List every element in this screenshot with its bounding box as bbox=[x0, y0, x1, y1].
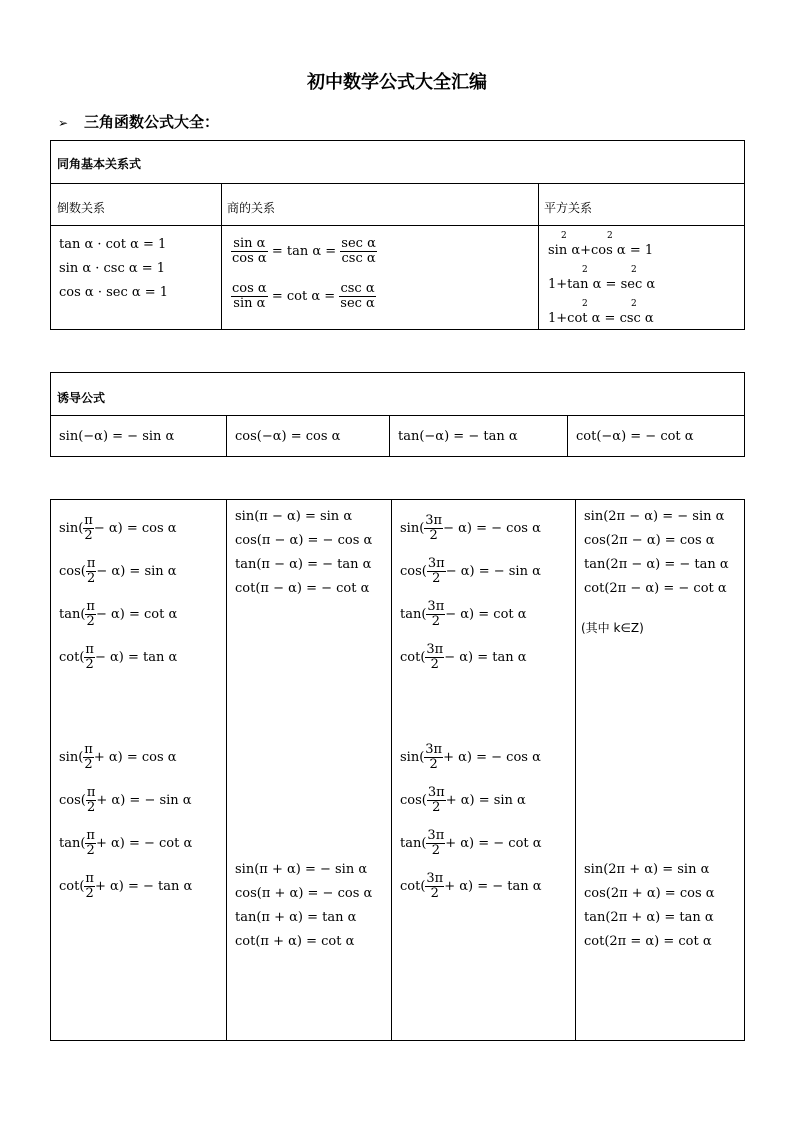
formula: tan(π + α) = tan α bbox=[235, 910, 357, 925]
arrow-bullet-icon: ➢ bbox=[58, 116, 69, 130]
table-induction-formulas bbox=[50, 499, 745, 1041]
col-square: 平方关系 bbox=[544, 201, 593, 215]
formula: cos( $\frac{3\pi}{2}$ + α) = sin α bbox=[400, 785, 526, 815]
formula: cot(−α) = − cot α bbox=[576, 429, 694, 444]
formula: cot(2π = α) = cot α bbox=[584, 934, 712, 949]
formula: tan α · cot α = 1 bbox=[59, 237, 167, 252]
col-quotient: 商的关系 bbox=[227, 201, 276, 215]
formula: 1+cot α = csc α bbox=[548, 311, 654, 326]
section-heading bbox=[58, 111, 219, 132]
page-title: 初中数学公式大全汇编 bbox=[307, 72, 487, 93]
formula: cos(2π + α) = cos α bbox=[584, 886, 715, 901]
formula: sin α+cos α = 1 bbox=[548, 243, 654, 258]
formula: sin( $\frac{\pi}{2}$ + α) = cos α bbox=[59, 742, 177, 772]
formula: tan(π − α) = − tan α bbox=[235, 557, 372, 572]
formula: 1+tan α = sec α bbox=[548, 277, 656, 292]
formula: tan( $\frac{\pi}{2}$ + α) = − cot α bbox=[59, 828, 193, 858]
formula: $\frac{\text{sin α}}{\text{cos α}}$ = tan α = $\frac{\text{sec α}}{\text{csc α}}$ bbox=[232, 236, 376, 266]
formula: tan( $\frac{3\pi}{2}$ − α) = cot α bbox=[400, 599, 527, 629]
formula: cot( $\frac{\pi}{2}$ − α) = tan α bbox=[59, 642, 178, 672]
formula: cos(2π − α) = cos α bbox=[584, 533, 715, 548]
section-label: 三角函数公式大全： bbox=[84, 113, 220, 131]
formula: sin( $\frac{\pi}{2}$ − α) = cos α bbox=[59, 513, 177, 543]
formula: cos( $\frac{\pi}{2}$ + α) = − sin α bbox=[59, 785, 192, 815]
note-k-integer: (其中 k∈Z) bbox=[581, 621, 644, 635]
formula: cot( $\frac{3\pi}{2}$ + α) = − tan α bbox=[400, 871, 542, 901]
formula: cos( $\frac{3\pi}{2}$ − α) = − sin α bbox=[400, 556, 541, 586]
formula: cos(π − α) = − cos α bbox=[235, 533, 373, 548]
formula: cot( $\frac{3\pi}{2}$ − α) = tan α bbox=[400, 642, 527, 672]
formula: cot(2π − α) = − cot α bbox=[584, 581, 727, 596]
formula: cos(−α) = cos α bbox=[235, 429, 341, 444]
formula: sin(2π − α) = − sin α bbox=[584, 509, 725, 524]
table-header: 诱导公式 bbox=[57, 391, 106, 405]
formula: sin(π − α) = sin α bbox=[235, 509, 353, 524]
formula: cot(π + α) = cot α bbox=[235, 934, 355, 949]
col-reciprocal: 倒数关系 bbox=[57, 201, 106, 215]
formula: cos( $\frac{\pi}{2}$ − α) = sin α bbox=[59, 556, 177, 586]
formula: sin( $\frac{3\pi}{2}$ + α) = − cos α bbox=[400, 742, 541, 772]
table-induction-negative bbox=[50, 372, 745, 457]
formula: $\frac{\text{cos α}}{\text{sin α}}$ = cot α = $\frac{\text{csc α}}{\text{sec α}}$ bbox=[232, 281, 375, 311]
formula: sin α · csc α = 1 bbox=[59, 261, 166, 276]
formula: sin( $\frac{3\pi}{2}$ − α) = − cos α bbox=[400, 513, 541, 543]
formula: tan(2π − α) = − tan α bbox=[584, 557, 729, 572]
formula: sin(2π + α) = sin α bbox=[584, 862, 710, 877]
formula: cos α · sec α = 1 bbox=[59, 285, 169, 300]
table-basic-relations: 同角基本关系式 倒数关系 商的关系 平方关系 tan α · cot α = 1 sin α · csc α = 1 cos α · sec α = 1 $\frac{\text{sin α}}{\text{cos α}}$ = tan α = $\frac{\text{sec α}}{\text{csc α}}$ $\frac{\text{cos α}}{\text{sin α}}$ = cot α = $\frac{\text{csc α}}{\text{sec α}}$ 2 2 sin α+cos α = 1 2 2 1+tan α = sec α 2 2 1+cot α = csc α bbox=[50, 140, 745, 330]
formula: tan( $\frac{\pi}{2}$ − α) = cot α bbox=[59, 599, 178, 629]
formula: tan( $\frac{3\pi}{2}$ + α) = − cot α bbox=[400, 828, 542, 858]
formula: sin(π + α) = − sin α bbox=[235, 862, 368, 877]
formula: cot( $\frac{\pi}{2}$ + α) = − tan α bbox=[59, 871, 193, 901]
table-header: 同角基本关系式 bbox=[57, 157, 142, 171]
formula: sin(−α) = − sin α bbox=[59, 429, 175, 444]
formula: tan(−α) = − tan α bbox=[398, 429, 518, 444]
formula: cos(π + α) = − cos α bbox=[235, 886, 373, 901]
formula: tan(2π + α) = tan α bbox=[584, 910, 714, 925]
formula: cot(π − α) = − cot α bbox=[235, 581, 370, 596]
